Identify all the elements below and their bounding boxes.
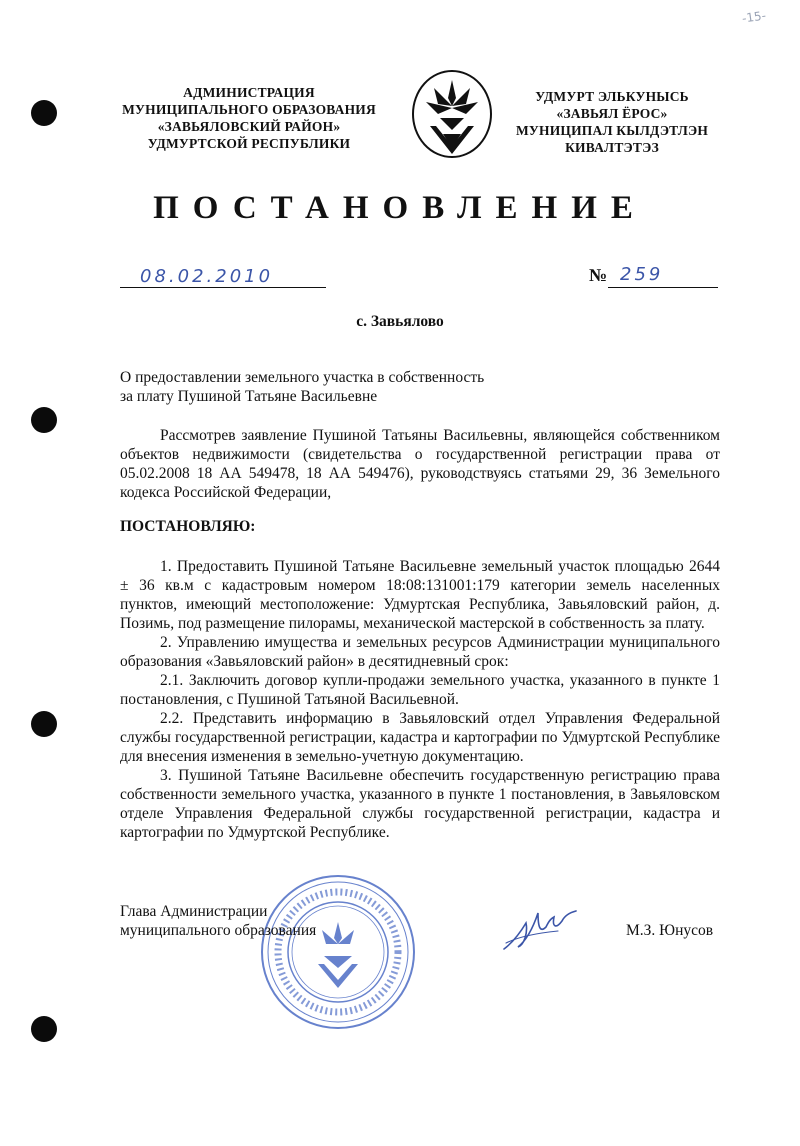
subject-line2: за плату Пушиной Татьяне Васильевне (120, 388, 378, 405)
header-right-line4: КИВАЛТЭТЭЗ (565, 140, 659, 155)
header-right-line1: УДМУРТ ЭЛЬКУНЫСЬ (535, 89, 689, 104)
document-number: 259 (620, 264, 664, 285)
punch-hole-3 (31, 711, 57, 737)
district-coat-of-arms-icon (410, 68, 494, 160)
resolve-heading: ПОСТАНОВЛЯЮ: (120, 518, 256, 535)
item-2-1: 2.1. Заключить договор купли-продажи земельного участка, указанного в пункте 1 постановления, с Пушиной Татьяной Васильевной. (120, 672, 720, 708)
resolution-items (120, 557, 720, 842)
signatory-position-line1: Глава Администрации (120, 903, 268, 920)
signatory-position (120, 902, 380, 940)
item-2: 2. Управлению имущества и земельных ресурсов Администрации муниципального образования «Завьяловский район» в десятидневный срок: (120, 634, 720, 670)
preamble-paragraph (120, 426, 720, 502)
punch-hole-4 (31, 1016, 57, 1042)
header-left-line4: УДМУРТСКОЙ РЕСПУБЛИКИ (147, 136, 351, 151)
item-3: 3. Пушиной Татьяне Васильевне обеспечить государственную регистрацию права собственности земельного участка, указанного в пункте 1 постановления, в Завьяловском отделе Управления Федеральной службы государственной регистрации, кадастра и картографии по Удмуртской Республике. (120, 767, 720, 841)
subject-line1: О предоставлении земельного участка в собственность (120, 369, 485, 386)
preamble-text: Рассмотрев заявление Пушиной Татьяны Васильевны, являющейся собственником объектов недвижимости (свидетельства о государственной регистрации права от 05.02.2008 18 АА 549478, 18 АА 549476), руководствуясь статьями 29, 36 Земельного кодекса Российской Федерации, (120, 427, 720, 501)
punch-hole-2 (31, 407, 57, 433)
official-round-seal-icon (258, 872, 418, 1032)
signatory-position-line2: муниципального образования (120, 922, 317, 939)
document-place: с. Завьялово (356, 313, 444, 330)
signer-name: М.З. Юнусов (626, 922, 714, 939)
header-right-org-name (512, 88, 712, 156)
header-left-line3: «ЗАВЬЯЛОВСКИЙ РАЙОН» (157, 119, 341, 134)
document-title: ПОСТАНОВЛЕНИЕ (153, 190, 647, 226)
handwritten-signature-icon (498, 903, 582, 955)
number-label: № (589, 265, 608, 285)
header-left-line1: АДМИНИСТРАЦИЯ (183, 85, 315, 100)
header-right-line2: «ЗАВЬЯЛ ЁРОС» (556, 106, 668, 121)
header-left-org-name (108, 84, 390, 152)
header-right-line3: МУНИЦИПАЛ КЫЛДЭТЛЭН (515, 123, 709, 138)
punch-hole-1 (31, 100, 57, 126)
corner-page-mark: -15- (741, 8, 767, 26)
item-2-2: 2.2. Представить информацию в Завьяловский отдел Управления Федеральной службы государственной регистрации, кадастра и картографии по Удмуртской Республике для внесения изменения в земельно-учетную документацию. (120, 710, 720, 765)
header-left-line2: МУНИЦИПАЛЬНОГО ОБРАЗОВАНИЯ (122, 102, 376, 117)
item-1: 1. Предоставить Пушиной Татьяне Васильевне земельный участок площадью 2644 ± 36 кв.м с кадастровым номером 18:08:131001:179 категории земель населенных пунктов, имеющий местоположение: Удмуртская Республика, Завьяловский район, д. Позимь, под размещение пилорамы, механической мастерской в собственность за плату. (120, 558, 720, 632)
date-underline (120, 287, 326, 288)
document-subject (120, 368, 620, 406)
document-date: 08.02.2010 (140, 266, 274, 287)
number-underline (608, 287, 718, 288)
